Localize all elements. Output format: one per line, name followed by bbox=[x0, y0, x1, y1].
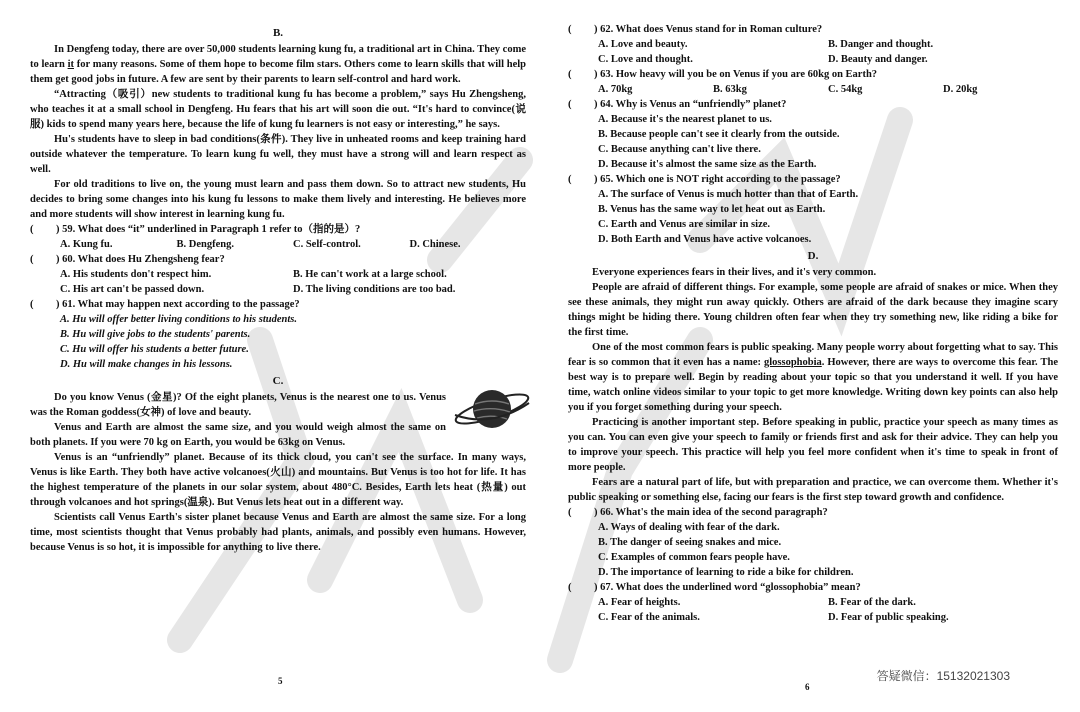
option: B. Fear of the dark. bbox=[828, 597, 916, 608]
option: C. 54kg bbox=[828, 84, 863, 95]
option: A. Ways of dealing with fear of the dark. bbox=[598, 522, 780, 533]
d-paragraph-1: Everyone experiences fears in their lives, and it's very common. bbox=[592, 267, 877, 278]
question-62: ( ) 62. What does Venus stand for in Roman culture? bbox=[568, 24, 823, 35]
c-paragraph-3: Venus is an “unfriendly” planet. Because of its thick cloud, you can't see the surface. In many ways, Venus is like Earth. They both have active volcanoes(火山) and mountains. But Venus is too hot for life. It has the highest temperature of the planets in our solar system, about 480°C. Besides, Earth lets heat (热量) out through volcanoes and hot springs(温泉). But Venus lets heat out in a different way. bbox=[30, 452, 526, 508]
option: D. The importance of learning to ride a bike for children. bbox=[598, 567, 854, 578]
question-62-options bbox=[568, 37, 1058, 67]
option: C. Earth and Venus are similar in size. bbox=[598, 219, 771, 230]
underlined-glossophobia: glossophobia bbox=[763, 357, 822, 368]
question-63-options bbox=[568, 82, 1058, 97]
option: A. The surface of Venus is much hotter than that of Earth. bbox=[598, 189, 859, 200]
option: B. The danger of seeing snakes and mice. bbox=[598, 537, 782, 548]
page-number-6: 6 bbox=[805, 682, 810, 692]
option: C. Hu will offer his students a better future. bbox=[60, 344, 249, 355]
option: D. The living conditions are too bad. bbox=[293, 284, 456, 295]
option: A. Fear of heights. bbox=[598, 597, 681, 608]
option: D. Hu will make changes in his lessons. bbox=[60, 359, 233, 370]
option: C. His art can't be passed down. bbox=[60, 284, 205, 295]
question-67-options bbox=[568, 595, 1058, 625]
option: D. Both Earth and Venus have active volcanoes. bbox=[598, 234, 812, 245]
option: A. 70kg bbox=[598, 84, 633, 95]
section-b-heading: B. bbox=[272, 27, 284, 39]
option: B. 63kg bbox=[713, 84, 747, 95]
option: D. Chinese. bbox=[409, 239, 461, 250]
b-paragraph-4: For old traditions to live on, the young must learn and pass them down. So to attract new students, Hu decides to bring some changes into his kung fu lessons to make them lively and interesting. He believes more and more students will show interest in learning kung fu. bbox=[30, 179, 526, 220]
option: A. Love and beauty. bbox=[598, 39, 688, 50]
planet-icon bbox=[452, 382, 532, 436]
question-59-options bbox=[30, 237, 526, 252]
section-d-heading: D. bbox=[807, 250, 819, 262]
question-60: ( ) 60. What does Hu Zhengsheng fear? bbox=[30, 254, 225, 265]
question-61-options bbox=[30, 312, 526, 372]
question-64-options bbox=[568, 112, 1058, 172]
option: C. Examples of common fears people have. bbox=[598, 552, 790, 563]
question-59: ( ) 59. What does “it” underlined in Paragraph 1 refer to（指的是）? bbox=[30, 224, 361, 235]
option: B. Venus has the same way to let heat out as Earth. bbox=[598, 204, 826, 215]
option: C. Because anything can't live there. bbox=[598, 144, 761, 155]
underlined-it: it bbox=[67, 59, 74, 70]
option: A. His students don't respect him. bbox=[60, 269, 212, 280]
option: D. 20kg bbox=[943, 84, 978, 95]
question-65: ( ) 65. Which one is NOT right according to the passage? bbox=[568, 174, 841, 185]
footer-contact: 答疑微信：15132021303 bbox=[876, 669, 1010, 683]
option: B. Because people can't see it clearly from the outside. bbox=[598, 129, 840, 140]
option: C. Fear of the animals. bbox=[598, 612, 700, 623]
c-paragraph-2: Venus and Earth are almost the same size, and you would weigh almost the same on both planets. If you were 70 kg on Earth, you would be 63kg on Venus. bbox=[30, 422, 446, 448]
question-63: ( ) 63. How heavy will you be on Venus if you are 60kg on Earth? bbox=[568, 69, 878, 80]
option: B. Dengfeng. bbox=[176, 239, 234, 250]
d-paragraph-3: One of the most common fears is public speaking. Many people worry about forgetting what to say. This fear is so common that it even has a name: glossophobia. However, there are ways to overcome this fear. The best way is to prepare well. Begin by reading about your topic so that you understand it well. If you have time, watch online videos similar to your topic to get more knowledge. Writing down key points can also help you if you forget something during your speech. bbox=[568, 342, 1058, 413]
question-60-options bbox=[30, 267, 526, 297]
b-paragraph-2: “Attracting（吸引）new students to traditional kung fu has become a problem,” says Hu Zhengsheng, who teaches it at a small school in Dengfeng. Hu fears that his art will soon die out. “It's hard to convince(说服) kids to spend many years here, because the life of kung fu learners is not easy or interesting,” he says. bbox=[30, 89, 526, 130]
option: C. Self-control. bbox=[293, 239, 361, 250]
c-paragraph-4: Scientists call Venus Earth's sister planet because Venus and Earth are almost the same size. For a long time, most scientists thought that Venus probably had plants, animals, and possibly even humans. However, because Venus is so hot, it is impossible for anything to live there. bbox=[30, 512, 526, 553]
b-paragraph-3: Hu's students have to sleep in bad conditions(条件). They live in unheated rooms and keep training hard outside whatever the temperature. To learn kung fu well, they must have a strong will and learn respect as well. bbox=[30, 134, 526, 175]
option: D. Because it's almost the same size as the Earth. bbox=[598, 159, 817, 170]
option: A. Because it's the nearest planet to us. bbox=[598, 114, 772, 125]
d-paragraph-4: Practicing is another important step. Before speaking in public, practice your speech as many times as you can. You can even give your speech to family or friends first and ask for their advice. They can help you to improve your speech. This practice will help you feel more confident when it's time to speak in front of more people. bbox=[568, 417, 1058, 473]
option: B. Hu will give jobs to the students' parents. bbox=[60, 329, 251, 340]
option: C. Love and thought. bbox=[598, 54, 693, 65]
b-paragraph-1: In Dengfeng today, there are over 50,000 students learning kung fu, a traditional art in China. They come to learn it for many reasons. Some of them hope to become film stars. Others come to learn skills that will help them get good jobs in future. A few are sent by their parents to learn self-control and hard work. bbox=[30, 44, 526, 85]
option: A. Kung fu. bbox=[60, 239, 113, 250]
option: D. Fear of public speaking. bbox=[828, 612, 949, 623]
question-65-options bbox=[568, 187, 1058, 247]
option: B. Danger and thought. bbox=[828, 39, 934, 50]
c-paragraph-1: Do you know Venus (金星)? Of the eight planets, Venus is the nearest one to us. Venus was the Roman goddess(女神) of love and beauty. bbox=[30, 392, 446, 418]
d-paragraph-5: Fears are a natural part of life, but with preparation and practice, we can overcome them. Whether it's public speaking or something else, facing our fears is the first step toward growth and confidence. bbox=[568, 477, 1058, 503]
section-c-heading: C. bbox=[272, 375, 284, 387]
page-6 bbox=[540, 0, 1080, 712]
question-66-options bbox=[568, 520, 1058, 580]
option: B. He can't work at a large school. bbox=[293, 269, 447, 280]
question-61: ( ) 61. What may happen next according to the passage? bbox=[30, 299, 300, 310]
question-64: ( ) 64. Why is Venus an “unfriendly” planet? bbox=[568, 99, 787, 110]
question-67: ( ) 67. What does the underlined word “glossophobia” mean? bbox=[568, 582, 861, 593]
d-paragraph-2: People are afraid of different things. For example, some people are afraid of snakes or mice. When they see these animals, they might run away quickly. Others are afraid of the dark because they imagine scary things might be hiding there. Young children often fear when they try something new, like riding a bike for the first time. bbox=[568, 282, 1058, 338]
question-66: ( ) 66. What's the main idea of the second paragraph? bbox=[568, 507, 828, 518]
option: A. Hu will offer better living conditions to his students. bbox=[60, 314, 297, 325]
page-number-5: 5 bbox=[278, 676, 283, 686]
option: D. Beauty and danger. bbox=[828, 54, 928, 65]
